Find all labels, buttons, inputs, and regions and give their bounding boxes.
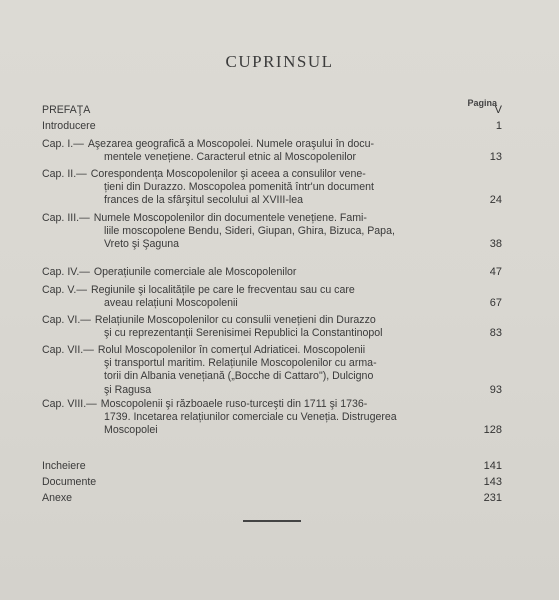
toc-entry-label: Cap. VIII.— (42, 398, 97, 410)
toc-entry-text: 1739. Incetarea relațiunilor comerciale cu Veneția. Distrugerea (104, 411, 397, 424)
toc-entry (42, 344, 502, 397)
toc-page-number: 143 (483, 476, 502, 488)
toc-entry-label: Cap. VI.— (42, 314, 91, 326)
toc-page-number: V (494, 104, 502, 116)
toc-entry (42, 266, 502, 279)
toc-entry-label: Introducere (42, 120, 96, 132)
page-title: CUPRINSUL (225, 52, 334, 71)
toc-page-number: 67 (489, 297, 502, 310)
toc-entry (42, 138, 502, 164)
toc-entry-text: Numele Moscopolenilor din documentele venețiene. Fami- (93, 212, 367, 224)
toc-entry (42, 168, 502, 208)
toc-entry-label: Cap. V.— (42, 284, 87, 296)
toc-entry-text: Rolul Moscopolenilor în comerțul Adriaticei. Moscopolenii (97, 344, 366, 356)
toc-entry-text: liile moscopolene Bendu, Sideri, Giupan, Ghira, Bizuca, Papa, (104, 225, 395, 238)
toc-entry-text: Corespondența Moscopolenilor şi aceea a consulilor vene- (90, 168, 366, 180)
toc-page-number: 13 (489, 151, 502, 164)
closing-rule (243, 520, 301, 522)
toc-page-number: 1 (495, 120, 502, 132)
toc-entry-label: Cap. VII.— (42, 344, 94, 356)
toc-entry-text: torii din Albania venețiană („Bocche di Cattaro"), Dulcigno (104, 370, 374, 383)
toc-entry (42, 212, 502, 252)
toc-entry-text: şi Ragusa (104, 383, 152, 396)
toc-entry-label: Cap. III.— (42, 212, 90, 224)
toc-entry-text: şi cu reprezentanții Serenisimei Republici la Constantinopol (104, 327, 383, 340)
toc-page-number: 93 (489, 383, 502, 396)
toc-entry-text: Relațiunile Moscopolenilor cu consulii venețieni din Durazzo (94, 314, 376, 326)
toc-entry-text: Regiunile şi localitățile pe care le frecventau sau cu care (90, 284, 355, 296)
toc-entry-label: Cap. I.— (42, 138, 84, 150)
toc-entry-label: Cap. II.— (42, 168, 87, 180)
toc-entry-text: aveau relațiuni Moscopolenii (104, 297, 238, 310)
toc-entry (42, 120, 502, 133)
toc-entry-label: Cap. IV.— (42, 266, 90, 278)
toc-entry-text: Moscopolenii şi războaele ruso-turceşti din 1711 şi 1736- (100, 398, 368, 410)
toc-page-number: 47 (489, 266, 502, 278)
toc-entry-text: Operațiunile comerciale ale Moscopolenilor (93, 266, 297, 278)
toc-page-number: 231 (483, 492, 502, 504)
toc-entry-text: Moscopolei (104, 424, 158, 437)
toc-entry (42, 398, 502, 438)
toc-entry-text: şi transportul maritim. Relațiunile Moscopolenilor cu arma- (104, 357, 377, 370)
toc-entry-text: Aşezarea geografică a Moscopolei. Numele oraşului în docu- (87, 138, 374, 150)
toc-page-number: 38 (489, 238, 502, 251)
toc-entry (42, 476, 502, 489)
toc-page-number: 24 (489, 194, 502, 207)
toc-entry (42, 492, 502, 505)
page-column-header: Pagina (467, 98, 497, 108)
toc-entry (42, 460, 502, 473)
toc-page-number: 128 (483, 424, 502, 437)
toc-entry-label: PREFAŢA (42, 104, 91, 116)
toc-page-number: 83 (489, 327, 502, 340)
toc-entry-label: Incheiere (42, 460, 86, 472)
toc-entry-label: Documente (42, 476, 97, 488)
toc-entry-label: Anexe (42, 492, 73, 504)
toc-entry-text: frances de la sfârşitul secolului al XVIII-lea (104, 194, 304, 207)
toc-entry (42, 284, 502, 310)
toc-entry-text: Vreto şi Şaguna (104, 238, 179, 251)
toc-entry (42, 314, 502, 340)
toc-entry (42, 104, 502, 117)
toc-entry-text: țieni din Durazzo. Moscopolea pomenită într'un document (104, 181, 374, 194)
toc-page-number: 141 (483, 460, 502, 472)
toc-entry-text: mentele venețiene. Caracterul etnic al Moscopolenilor (104, 151, 357, 164)
